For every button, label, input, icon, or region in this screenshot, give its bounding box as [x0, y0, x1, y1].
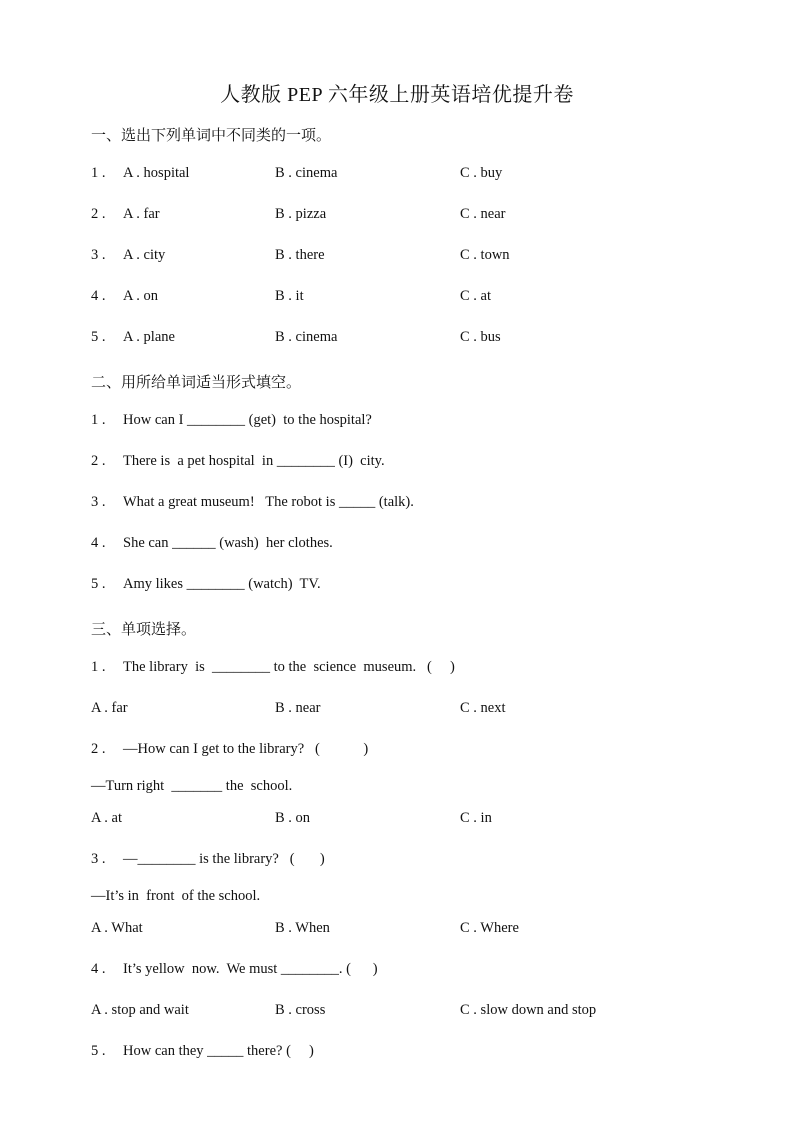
question-reply-line: —Turn right _______ the school.	[91, 778, 293, 794]
item-number: 3 .	[91, 494, 106, 510]
question-text: —________ is the library? ( )	[123, 851, 325, 867]
section1-heading: 一、选出下列单词中不同类的一项。	[91, 128, 332, 144]
option-a: A . hospital	[123, 165, 190, 181]
option-b: B . there	[275, 247, 325, 263]
item-number: 4 .	[91, 288, 106, 304]
option-a: A . on	[123, 288, 159, 304]
item-number: 2 .	[91, 741, 106, 757]
option-c: C . at	[460, 288, 492, 304]
question-text: The library is ________ to the science museum. ( )	[123, 659, 455, 675]
option-c: C . buy	[460, 165, 503, 181]
option-c: C . near	[460, 206, 506, 222]
item-number: 4 .	[91, 535, 106, 551]
option-a: A . stop and wait	[91, 1002, 189, 1018]
question-text: It’s yellow now. We must ________. ( )	[123, 961, 378, 977]
option-a: A . plane	[123, 329, 175, 345]
option-c: C . in	[460, 810, 492, 826]
section2-heading: 二、用所给单词适当形式填空。	[91, 375, 302, 391]
item-number: 5 .	[91, 576, 106, 592]
option-b: B . pizza	[275, 206, 327, 222]
item-number: 3 .	[91, 247, 106, 263]
option-a: A . far	[91, 700, 128, 716]
item-number: 5 .	[91, 1043, 106, 1059]
section3-heading: 三、单项选择。	[91, 622, 197, 638]
item-number: 1 .	[91, 165, 106, 181]
question-text: What a great museum! The robot is _____ (talk).	[123, 494, 414, 510]
item-number: 4 .	[91, 961, 106, 977]
option-b: B . cinema	[275, 165, 338, 181]
option-b: B . cinema	[275, 329, 338, 345]
option-c: C . town	[460, 247, 510, 263]
question-text: How can I ________ (get) to the hospital?	[123, 412, 372, 428]
option-c: C . slow down and stop	[460, 1002, 597, 1018]
item-number: 5 .	[91, 329, 106, 345]
option-a: A . What	[91, 920, 143, 936]
item-number: 2 .	[91, 206, 106, 222]
option-a: A . at	[91, 810, 123, 826]
option-c: C . Where	[460, 920, 519, 936]
option-c: C . bus	[460, 329, 501, 345]
option-b: B . When	[275, 920, 330, 936]
option-b: B . on	[275, 810, 311, 826]
option-b: B . cross	[275, 1002, 326, 1018]
item-number: 1 .	[91, 412, 106, 428]
question-text: There is a pet hospital in ________ (I) city.	[123, 453, 385, 469]
item-number: 2 .	[91, 453, 106, 469]
page-title: 人教版 PEP 六年级上册英语培优提升卷	[220, 84, 574, 106]
question-text: How can they _____ there? ( )	[123, 1043, 314, 1059]
question-text: She can ______ (wash) her clothes.	[123, 535, 333, 551]
option-a: A . city	[123, 247, 166, 263]
option-c: C . next	[460, 700, 506, 716]
question-text: —How can I get to the library? ( )	[123, 741, 369, 757]
option-a: A . far	[123, 206, 160, 222]
question-text: Amy likes ________ (watch) TV.	[123, 576, 321, 592]
item-number: 1 .	[91, 659, 106, 675]
option-b: B . near	[275, 700, 321, 716]
question-reply-line: —It’s in front of the school.	[91, 888, 261, 904]
option-b: B . it	[275, 288, 304, 304]
item-number: 3 .	[91, 851, 106, 867]
